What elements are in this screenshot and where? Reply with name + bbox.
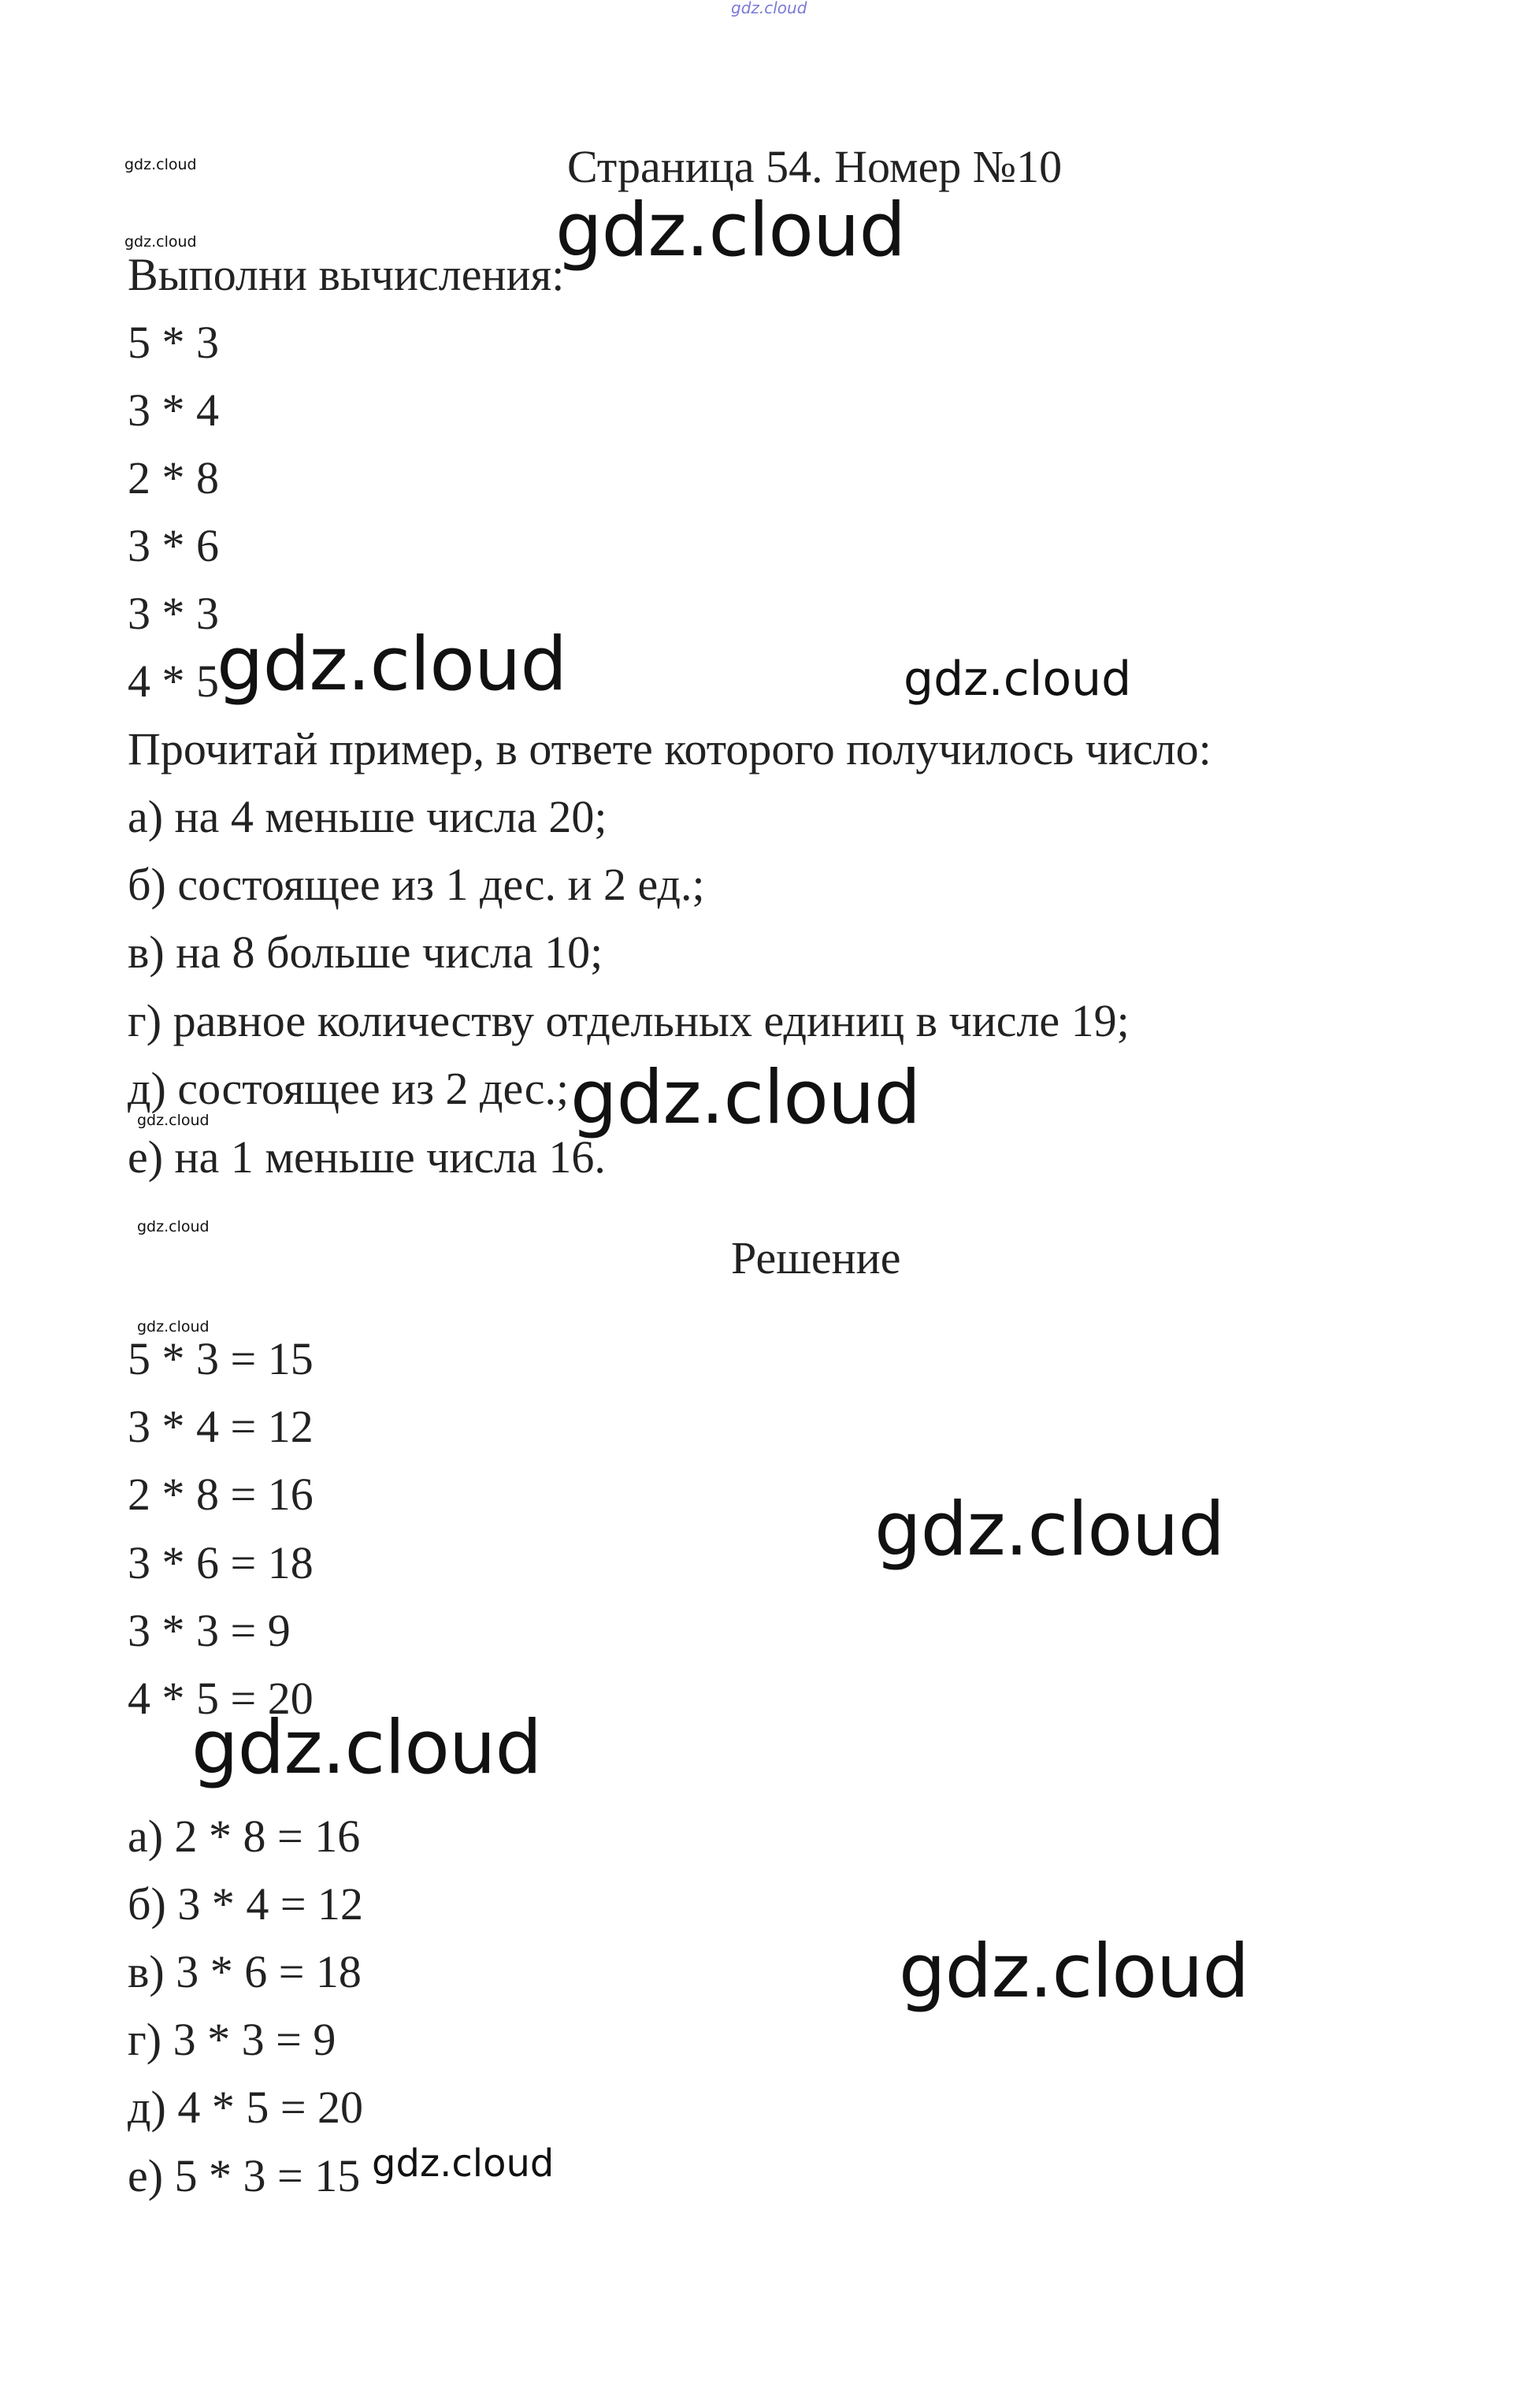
solution-result: 4 * 5 = 20 [128,1673,314,1724]
watermark: gdz.cloud [217,622,567,708]
page-title: Страница 54. Номер №10 [567,141,1063,192]
task-item: б) состоящее из 1 дес. и 2 ед.; [128,859,705,910]
watermark: gdz.cloud [570,1055,921,1141]
watermark: gdz.cloud [137,1218,210,1235]
task-intro: Выполни вычисления: [128,249,565,300]
task-expression: 5 * 3 [128,317,219,368]
solution-answer: а) 2 * 8 = 16 [128,1811,361,1862]
watermark: gdz.cloud [372,2141,555,2186]
watermark: gdz.cloud [904,652,1132,707]
task-item: в) на 8 больше числа 10; [128,927,603,978]
solution-heading: Решение [731,1232,901,1283]
watermark: gdz.cloud [124,233,197,251]
solution-result: 5 * 3 = 15 [128,1333,314,1384]
solution-result: 3 * 4 = 12 [128,1401,314,1452]
task-expression: 3 * 6 [128,520,219,571]
watermark: gdz.cloud [137,1318,210,1335]
task-question: Прочитай пример, в ответе которого получилось число: [128,723,1212,774]
watermark: gdz.cloud [137,1112,210,1129]
task-expression: 2 * 8 [128,452,219,503]
task-expression: 3 * 3 [128,588,219,639]
task-item: г) равное количеству отдельных единиц в числе 19; [128,995,1130,1046]
task-expression: 4 * 5 [128,656,219,707]
task-item: д) состоящее из 2 дес.; [128,1063,570,1114]
solution-answer: г) 3 * 3 = 9 [128,2014,336,2065]
task-expression: 3 * 4 [128,384,219,436]
solution-answer: б) 3 * 4 = 12 [128,1878,364,1930]
task-item: е) на 1 меньше числа 16. [128,1131,606,1183]
watermark: gdz.cloud [555,188,906,273]
solution-answer: е) 5 * 3 = 15 [128,2150,361,2201]
solution-result: 3 * 3 = 9 [128,1605,291,1656]
watermark: gdz.cloud [191,1705,542,1791]
solution-result: 2 * 8 = 16 [128,1469,314,1520]
task-item: а) на 4 меньше числа 20; [128,791,607,842]
solution-result: 3 * 6 = 18 [128,1537,314,1588]
solution-answer: в) 3 * 6 = 18 [128,1946,362,1997]
top-watermark: gdz.cloud [731,0,807,17]
watermark: gdz.cloud [874,1487,1225,1573]
watermark: gdz.cloud [124,156,197,173]
solution-answer: д) 4 * 5 = 20 [128,2082,364,2133]
watermark: gdz.cloud [899,1929,1249,2015]
